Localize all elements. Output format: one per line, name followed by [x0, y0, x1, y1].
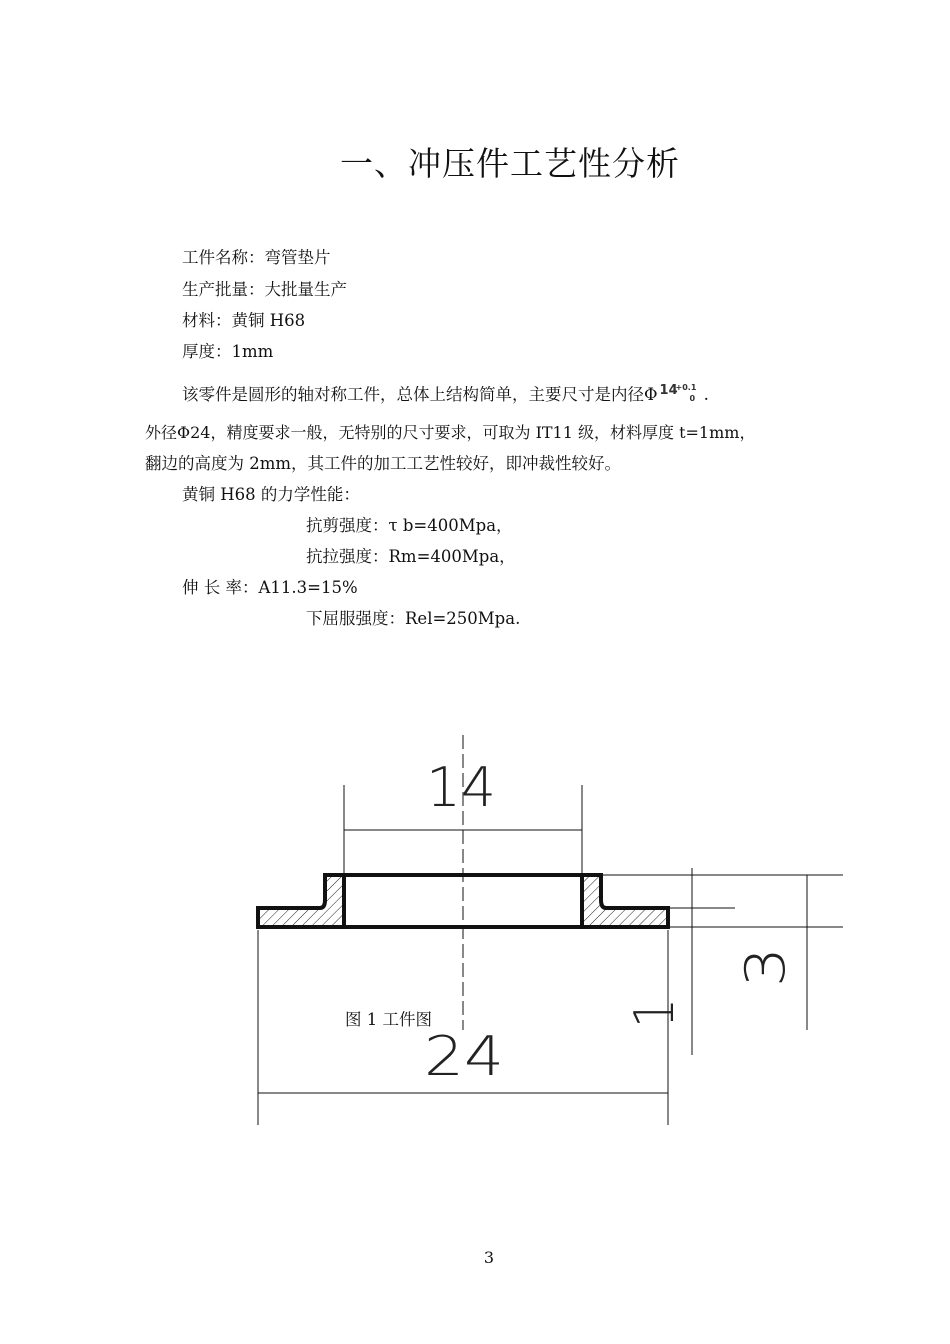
tensile-strength: 抗拉强度：Rm=400Mpa，	[306, 547, 516, 566]
left-hatched-section	[258, 875, 344, 927]
part-name: 工件名称：弯管垫片	[182, 248, 331, 267]
page-title: 一、冲压件工艺性分析	[340, 144, 680, 183]
paragraph-text-1: 该零件是圆形的轴对称工件，总体上结构简单，主要尺寸是内径Φ	[182, 385, 658, 404]
figure-caption: 图 1 工件图	[345, 1010, 432, 1029]
thickness: 厚度：1mm	[182, 342, 274, 361]
paragraph-line-2: 外径Φ24，精度要求一般，无特别的尺寸要求，可取为 IT11 级，材料厚度 t=1mm，	[145, 423, 756, 442]
outer-diameter-label: 24	[424, 1025, 504, 1088]
right-hatched-section	[582, 875, 668, 927]
thickness-label: 1	[623, 993, 686, 1028]
inner-diameter-label: 14	[426, 756, 496, 819]
paragraph-line-3: 翻边的高度为 2mm，其工件的加工工艺性较好，即冲裁性较好。	[145, 454, 622, 473]
shear-strength: 抗剪强度：τ b=400Mpa，	[306, 516, 513, 535]
elongation: 伸 长 率：A11.3=15%	[182, 578, 358, 597]
tolerance-main: 14	[659, 383, 678, 398]
production-batch: 生产批量：大批量生产	[182, 280, 347, 299]
yield-strength: 下屈服强度：Rel=250Mpa.	[306, 609, 521, 628]
material: 材料：黄铜 H68	[182, 311, 306, 330]
paragraph-period: .	[703, 385, 709, 404]
tolerance-lower: 0	[689, 394, 696, 403]
page-number: 3	[483, 1248, 495, 1267]
height-label: 3	[734, 952, 797, 987]
properties-heading: 黄铜 H68 的力学性能：	[182, 485, 360, 504]
tolerance-upper: +0.1	[675, 383, 697, 392]
